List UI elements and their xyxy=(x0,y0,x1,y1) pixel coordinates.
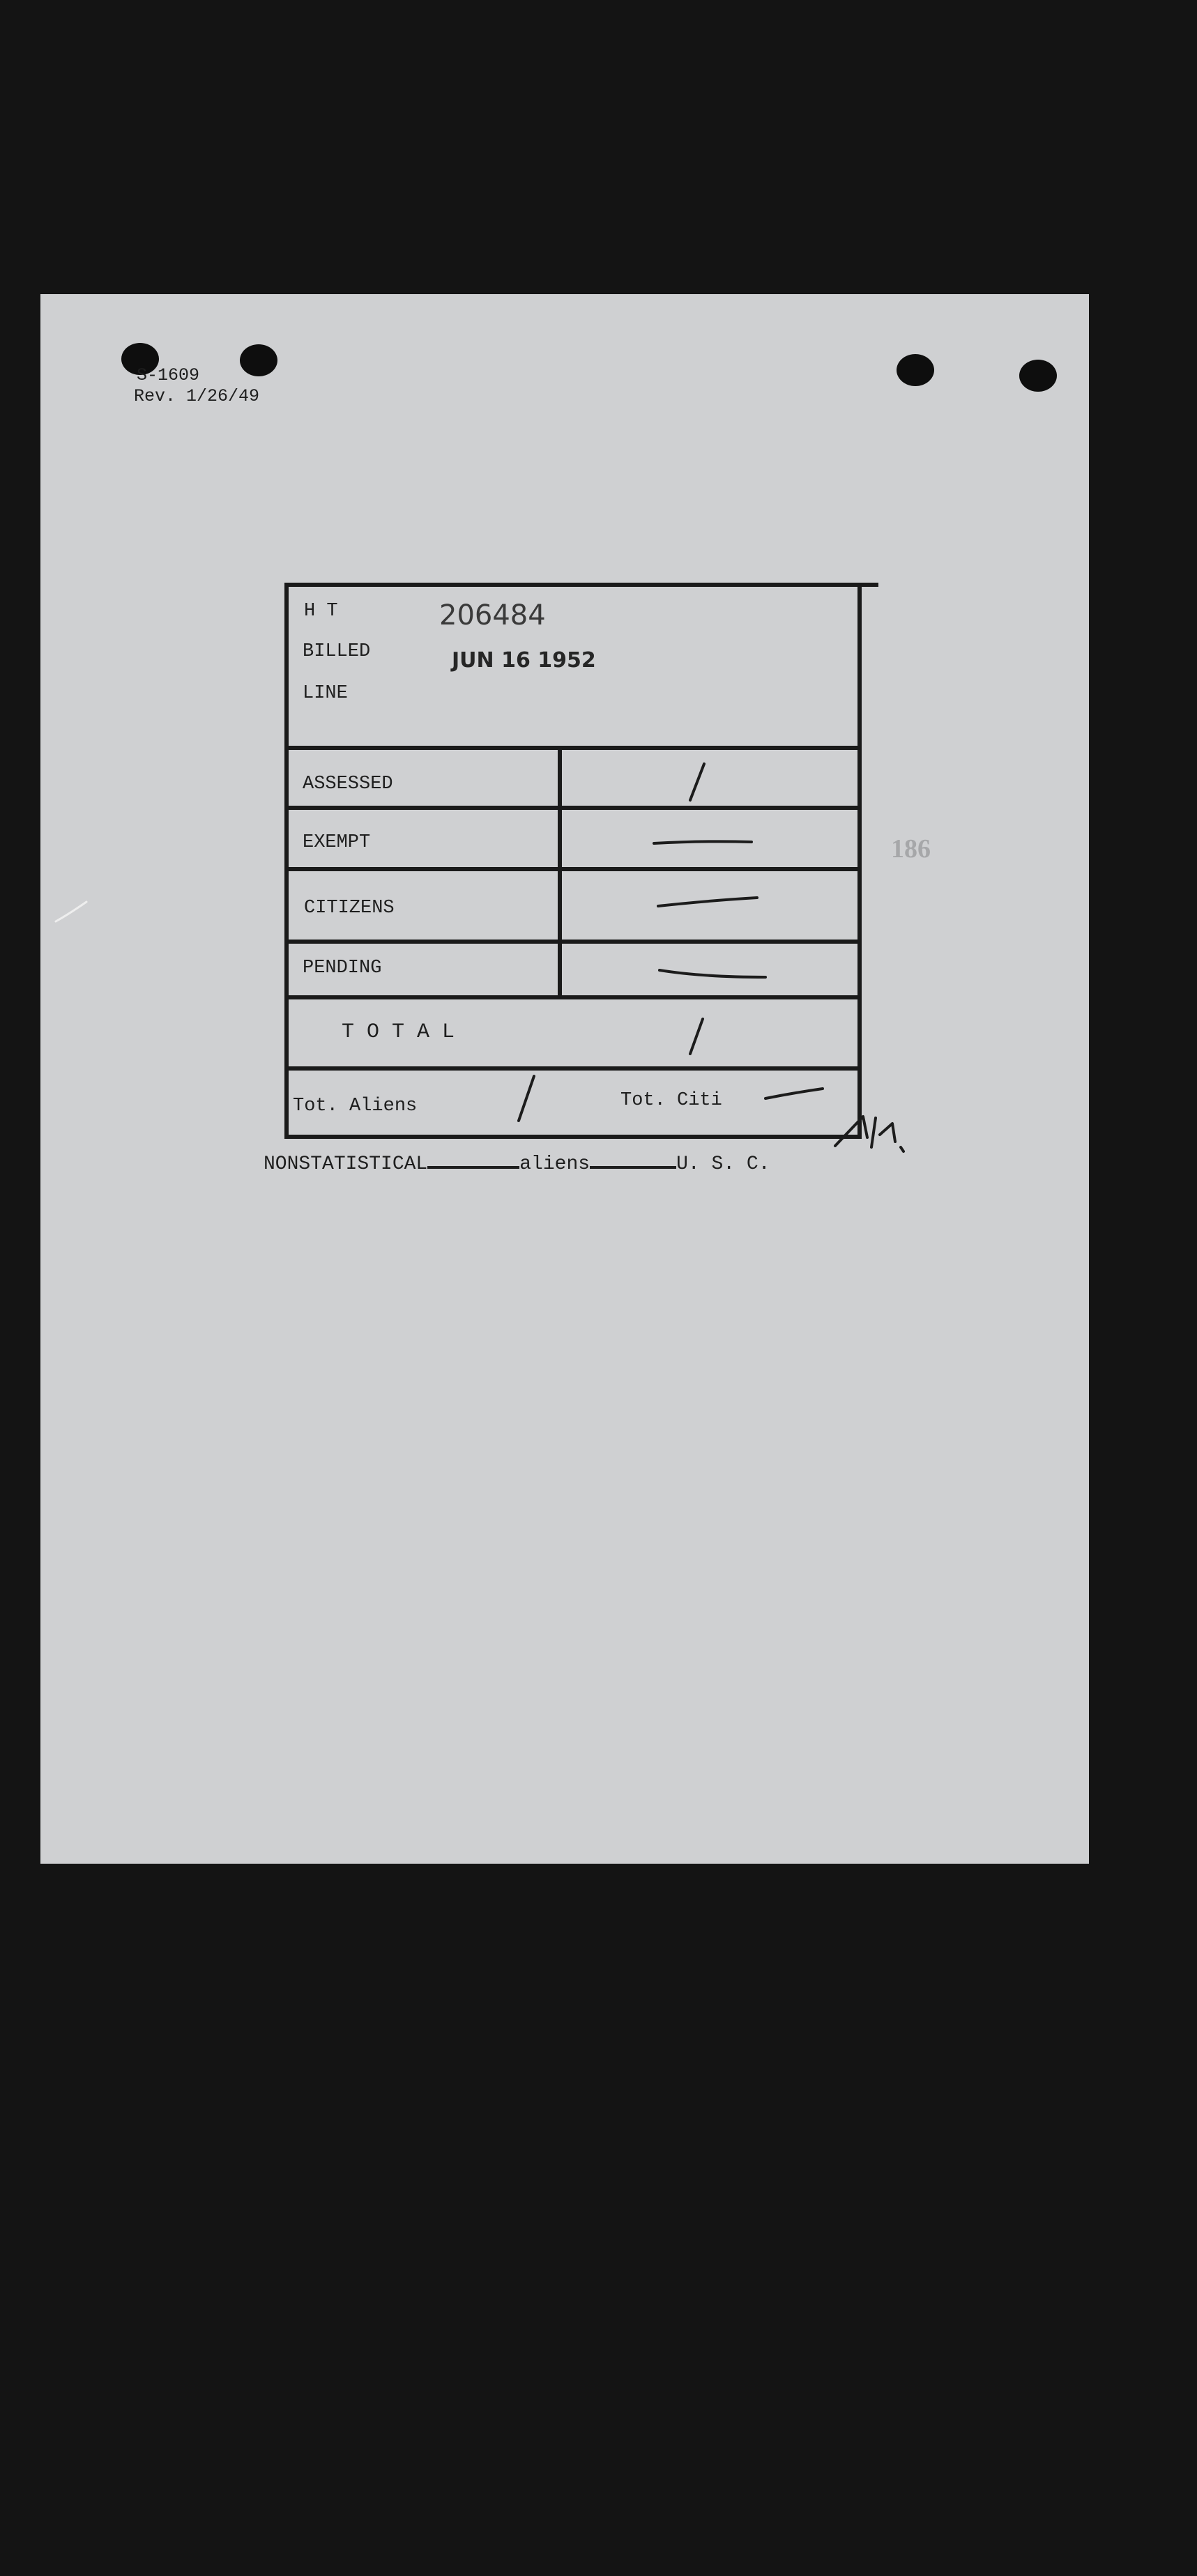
row-label-pending: PENDING xyxy=(303,958,382,979)
total-label: T O T A L xyxy=(342,1020,455,1044)
punch-hole xyxy=(1019,360,1057,392)
row-label-assessed: ASSESSED xyxy=(303,774,393,795)
handwritten-marks xyxy=(40,294,1089,1864)
punch-hole xyxy=(240,344,277,376)
tot-citi-mark xyxy=(765,1089,823,1098)
document-page xyxy=(40,294,1089,1864)
assessed-tally-mark xyxy=(690,764,704,800)
form-revision: Rev. 1/26/49 xyxy=(134,386,260,406)
punch-hole xyxy=(897,354,934,386)
form-number: S-1609 xyxy=(137,365,200,385)
initials-mark xyxy=(835,1117,904,1151)
row-label-citizens: CITIZENS xyxy=(304,898,395,919)
nonstatistical-label: NONSTATISTICAL xyxy=(264,1153,428,1175)
total-tally-mark xyxy=(690,1019,703,1054)
usc-label: U. S. C. xyxy=(676,1153,770,1175)
aliens-label: aliens xyxy=(519,1153,590,1175)
blank-line xyxy=(590,1166,676,1169)
blank-line xyxy=(427,1166,519,1169)
pending-dash-mark xyxy=(660,970,765,977)
citizens-dash-mark xyxy=(658,898,757,906)
header-label-line: LINE xyxy=(303,683,348,704)
page-number-stamp: 186 xyxy=(891,834,931,864)
scratch-mark xyxy=(56,902,86,921)
header-label-ht: H T xyxy=(304,601,338,622)
header-label-billed: BILLED xyxy=(303,641,371,662)
exempt-dash-mark xyxy=(654,841,752,843)
tot-aliens-mark xyxy=(519,1076,534,1121)
date-stamp: JUN 16 1952 xyxy=(452,648,596,673)
tot-aliens-label: Tot. Aliens xyxy=(293,1096,418,1117)
serial-number-stamp: 206484 xyxy=(439,599,546,631)
row-label-exempt: EXEMPT xyxy=(303,832,371,853)
tot-citi-label: Tot. Citi xyxy=(620,1090,722,1111)
nonstatistical-line xyxy=(264,1153,770,1175)
